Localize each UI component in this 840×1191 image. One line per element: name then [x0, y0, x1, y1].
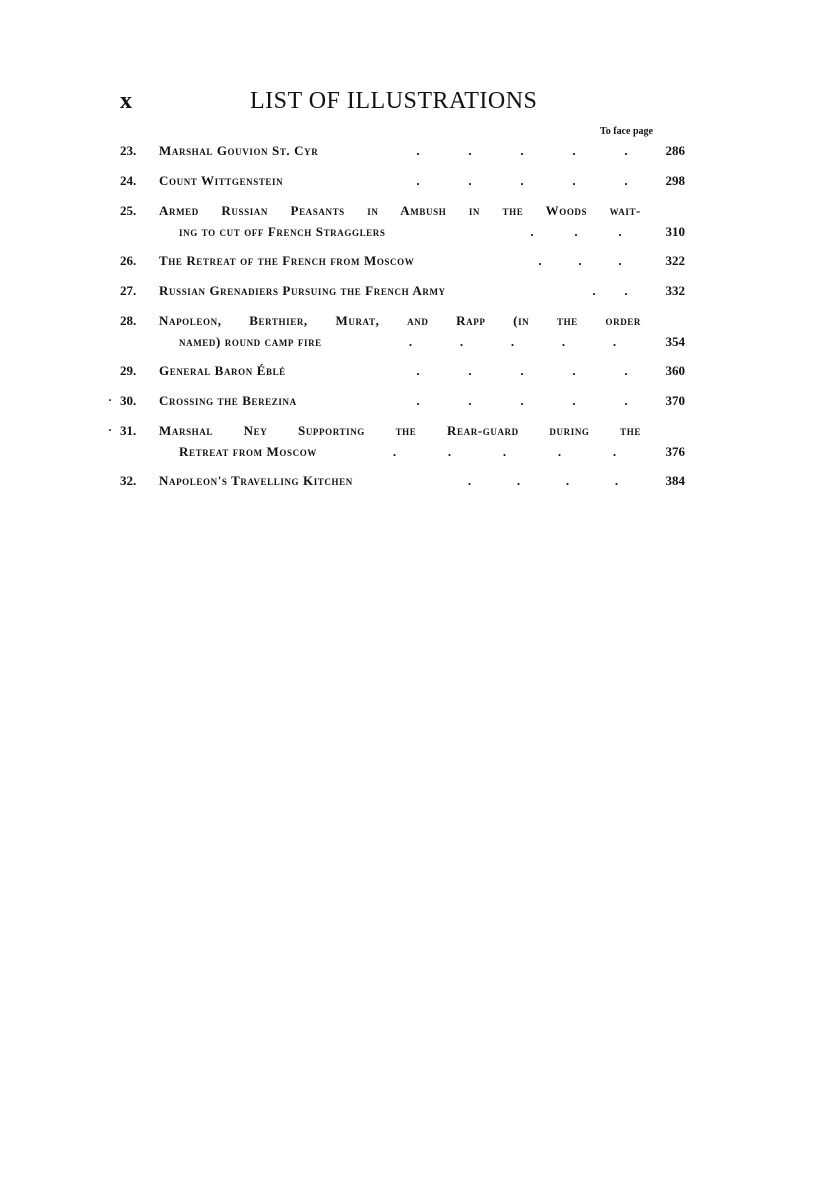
list-item	[0, 470, 840, 500]
entry-page: 376	[665, 444, 685, 459]
leader-dots: . . . . .	[416, 173, 628, 188]
caption-line: ing to cut off French Stragglers	[179, 224, 386, 239]
page-title: LIST OF ILLUSTRATIONS	[250, 88, 538, 114]
list-item	[0, 170, 840, 200]
entry-number: 28.	[120, 313, 137, 328]
leader-dots: . . . . .	[416, 393, 628, 408]
entry-number: 24.	[120, 173, 137, 188]
margin-mark: ·	[108, 393, 113, 407]
caption-line: The Retreat of the French from Moscow	[159, 253, 415, 268]
entry-page: 360	[665, 363, 685, 378]
caption-line: Napoleon's Travelling Kitchen	[159, 473, 353, 488]
list-item	[0, 390, 840, 420]
entry-number: 25.	[120, 203, 137, 218]
list-item	[0, 360, 840, 390]
entry-page: 310	[665, 224, 685, 239]
caption-line: General Baron Éblé	[159, 363, 286, 378]
caption-line: Marshal Gouvion St. Cyr	[159, 143, 319, 158]
entry-number: 23.	[120, 143, 137, 158]
leader-dots: . . .	[538, 253, 622, 268]
entry-page: 298	[665, 173, 685, 188]
entry-page: 384	[665, 473, 685, 488]
caption-line: named) round camp fire	[179, 334, 322, 349]
page-number: x	[120, 88, 132, 114]
entry-number: 31.	[120, 423, 137, 438]
column-label: To face page	[600, 126, 653, 137]
entry-caption	[159, 280, 641, 301]
entry-number: 26.	[120, 253, 137, 268]
entry-page: 332	[665, 283, 685, 298]
leader-dots: . . . . .	[408, 334, 617, 349]
entry-number: 30.	[120, 393, 137, 408]
list-item	[0, 420, 840, 470]
caption-line: Retreat from Moscow	[179, 444, 317, 459]
margin-mark: ·	[108, 423, 113, 437]
illustrations-list	[0, 140, 840, 500]
list-item	[0, 250, 840, 280]
leader-dots: . . . .	[467, 473, 619, 488]
leader-dots: . . . . .	[416, 143, 628, 158]
page-header	[120, 88, 685, 118]
leader-dots: . . . . .	[392, 444, 617, 459]
caption-line: Marshal Ney Supporting the Rear-guard during the	[159, 423, 641, 438]
list-item	[0, 310, 840, 360]
entry-page: 322	[665, 253, 685, 268]
entry-page: 354	[665, 334, 685, 349]
leader-dots: . . .	[530, 224, 622, 239]
entry-number: 27.	[120, 283, 137, 298]
list-item	[0, 200, 840, 250]
caption-line: Count Wittgenstein	[159, 173, 284, 188]
entry-number: 32.	[120, 473, 137, 488]
caption-line: Armed Russian Peasants in Ambush in the Woods wait-	[159, 203, 641, 218]
caption-line: Napoleon, Berthier, Murat, and Rapp (in the order	[159, 313, 641, 328]
leader-dots: . .	[592, 283, 628, 298]
leader-dots: . . . . .	[416, 363, 628, 378]
entry-page: 370	[665, 393, 685, 408]
list-item	[0, 280, 840, 310]
entry-page: 286	[665, 143, 685, 158]
caption-line: Russian Grenadiers Pursuing the French Army	[159, 283, 446, 298]
entry-number: 29.	[120, 363, 137, 378]
list-item	[0, 140, 840, 170]
caption-line: Crossing the Berezina	[159, 393, 297, 408]
